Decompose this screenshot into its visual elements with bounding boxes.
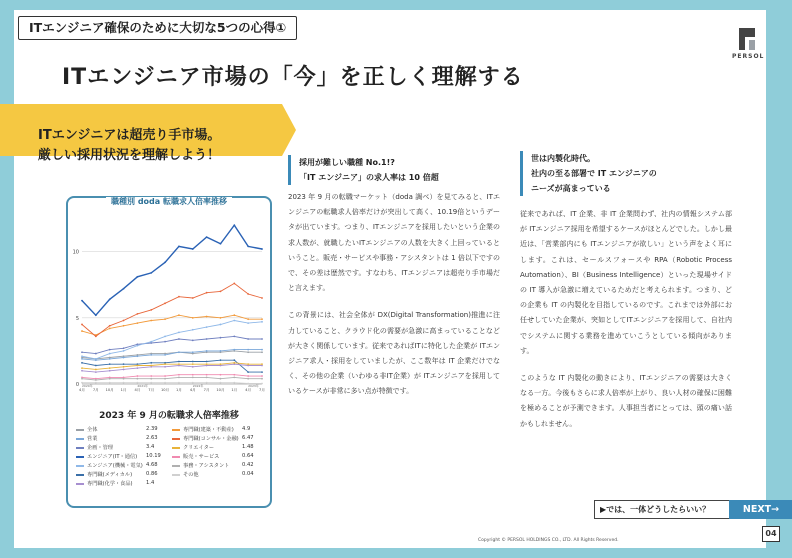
data-point	[81, 378, 83, 380]
legend-name: エンジニア(IT・通信)	[87, 454, 138, 460]
data-point	[150, 354, 152, 356]
data-point	[220, 359, 222, 361]
data-point	[206, 326, 208, 328]
persol-logo-mark	[739, 28, 755, 50]
x-tick-label: 7月	[92, 388, 99, 392]
data-point	[164, 335, 166, 337]
data-point	[220, 290, 222, 292]
legend-value: 4.9	[242, 426, 251, 432]
page-number: 04	[762, 526, 780, 542]
x-tick-label: 1月	[231, 388, 238, 392]
data-point	[164, 375, 166, 377]
legend-name: クリエイター	[183, 445, 215, 451]
legend-swatch	[172, 474, 180, 476]
data-point	[206, 361, 208, 363]
x-tick-label: 7月	[259, 388, 265, 392]
data-point	[178, 351, 180, 353]
section1-heading-line2: 「IT エンジニア」の求人率は 10 倍超	[299, 173, 439, 182]
section2-paragraph-1: 従来であれば、IT 企業、非 IT 企業問わず、社内の情報システム部が ITエンジニア採用を希望するケースがほとんどでした。しかし最近は、「営業部内にも ITエンジニアが欲しい」という声をよく耳にします。これは、セールスフォースや RPA（Robotic Process Automation）、BI（Business Intelligence）といった現場サイドの IT 導入が急激に増えているためだと考えられます。つまり、どの企業も IT の内製化を目指しているのです。これまでは外部にお任せしていた企業が、突如としてITエンジニアを採用して、自社内でシステムに関する業務を進めていこうとしている傾向があります。	[520, 210, 732, 355]
legend-name: 専門職(化学・食品)	[87, 481, 133, 487]
data-point	[136, 367, 138, 369]
data-point	[220, 374, 222, 376]
data-point	[164, 378, 166, 380]
data-point	[247, 322, 249, 324]
data-point	[233, 376, 235, 378]
section2-heading-line1: 世は内製化時代。	[531, 154, 595, 163]
x-tick-label: 1月	[120, 388, 127, 392]
legend-row	[172, 453, 264, 460]
data-point	[192, 317, 194, 319]
data-point	[164, 354, 166, 356]
data-point	[81, 330, 83, 332]
section2-body	[520, 207, 732, 444]
data-point	[233, 335, 235, 337]
data-point	[81, 370, 83, 372]
banner-line-2: 厳しい採用状況を理解しよう！	[38, 148, 221, 163]
legend-value: 0.04	[242, 471, 254, 477]
section-tag: ITエンジニア確保のために大切な5つの心得①	[18, 16, 297, 40]
data-point	[136, 345, 138, 347]
data-point	[109, 382, 111, 384]
x-tick-label: 10月	[105, 388, 114, 392]
data-point	[81, 351, 83, 353]
data-point	[220, 350, 222, 352]
data-point	[206, 350, 208, 352]
data-point	[261, 321, 263, 323]
data-point	[178, 382, 180, 384]
legend-name: 営業	[87, 436, 98, 442]
data-point	[136, 355, 138, 357]
legend-name: 専門職(メディカル)	[87, 472, 133, 478]
data-point	[220, 317, 222, 319]
data-point	[247, 338, 249, 340]
data-point	[123, 369, 125, 371]
data-point	[81, 362, 83, 364]
data-point	[109, 378, 111, 380]
legend-value: 10.19	[146, 453, 161, 459]
line-chart	[68, 204, 268, 404]
data-point	[261, 371, 263, 373]
legend-swatch	[76, 474, 84, 476]
data-point	[95, 335, 97, 337]
section2-heading	[520, 151, 657, 196]
data-point	[247, 383, 249, 385]
legend-swatch	[76, 465, 84, 467]
data-point	[206, 292, 208, 294]
data-point	[192, 248, 194, 250]
data-point	[95, 371, 97, 373]
legend-swatch	[172, 465, 180, 467]
legend-name: 専門職(建築・不動産)	[183, 427, 234, 433]
data-point	[109, 328, 111, 330]
year-label: 2021年	[137, 384, 149, 388]
legend-name: その他	[183, 472, 199, 478]
next-question: ▶では、一体どうしたらいい？	[594, 500, 731, 519]
data-point	[95, 314, 97, 316]
x-tick-label: 7月	[203, 388, 210, 392]
legend-value: 3.4	[146, 444, 155, 450]
data-point	[178, 374, 180, 376]
data-point	[247, 246, 249, 248]
data-point	[261, 318, 263, 320]
legend-row	[172, 471, 264, 478]
data-point	[261, 378, 263, 380]
data-point	[123, 347, 125, 349]
x-tick-label: 4月	[79, 388, 85, 392]
data-point	[247, 378, 249, 380]
data-point	[150, 382, 152, 384]
data-point	[81, 358, 83, 360]
data-point	[109, 358, 111, 360]
data-point	[123, 288, 125, 290]
data-point	[220, 363, 222, 365]
data-point	[150, 341, 152, 343]
data-point	[220, 378, 222, 380]
legend-value: 1.48	[242, 444, 254, 450]
copyright: Copyright © PERSOL HOLDINGS CO., LTD. All Rights Reserved.	[478, 538, 619, 543]
data-point	[261, 338, 263, 340]
data-point	[136, 382, 138, 384]
legend-value: 0.42	[242, 462, 254, 468]
data-point	[192, 351, 194, 353]
legend-name: 企画・管理	[87, 445, 113, 451]
data-point	[95, 358, 97, 360]
data-point	[109, 349, 111, 351]
legend-row	[76, 480, 168, 487]
legend-value: 1.4	[146, 480, 155, 486]
y-tick-label: 0	[75, 382, 79, 388]
legend-name: 事務・アシスタント	[183, 463, 230, 469]
data-point	[233, 374, 235, 376]
x-tick-label: 10月	[216, 388, 225, 392]
data-point	[247, 375, 249, 377]
data-point	[233, 283, 235, 285]
data-point	[192, 376, 194, 378]
section1-paragraph-2: この背景には、社会全体が DX(Digital Transformation)推進に注力していること、クラウド化の需要が急激に高まっていることなどが大きく関係しています。従来であればITに特化した企業が ITエンジニア求人・採用をしていましたが、ここ数年は IT 企業だけでなく、その他の企業（いわゆる非IT企業）が ITエンジニアを採用しているケースが非常に多い点が特徴です。	[288, 311, 500, 396]
legend-row	[76, 435, 168, 442]
data-point	[95, 369, 97, 371]
data-point	[95, 365, 97, 367]
legend-swatch	[172, 438, 180, 440]
data-point	[178, 314, 180, 316]
data-point	[123, 357, 125, 359]
legend-value: 2.63	[146, 435, 158, 441]
x-tick-label: 4月	[189, 388, 196, 392]
data-point	[206, 338, 208, 340]
data-point	[261, 248, 263, 250]
legend-swatch	[172, 447, 180, 449]
data-point	[178, 363, 180, 365]
data-point	[233, 224, 235, 226]
data-point	[123, 363, 125, 365]
chart-title: 職種別 doda 転職求人倍率推移	[106, 197, 232, 206]
legend-swatch	[76, 438, 84, 440]
legend-name: エンジニア(機械・電気)	[87, 463, 143, 469]
data-point	[164, 366, 166, 368]
data-point	[233, 382, 235, 384]
data-point	[95, 382, 97, 384]
legend-value: 2.39	[146, 426, 158, 432]
data-point	[95, 379, 97, 381]
data-point	[192, 363, 194, 365]
data-point	[164, 382, 166, 384]
legend-row	[76, 471, 168, 478]
legend-name: 全体	[87, 427, 98, 433]
data-point	[192, 366, 194, 368]
data-point	[109, 370, 111, 372]
section1-body	[288, 190, 500, 412]
data-point	[206, 382, 208, 384]
data-point	[261, 375, 263, 377]
data-point	[178, 332, 180, 334]
data-point	[178, 246, 180, 248]
data-point	[261, 363, 263, 365]
data-point	[136, 322, 138, 324]
data-point	[123, 366, 125, 368]
legend-row	[76, 453, 168, 460]
data-point	[136, 276, 138, 278]
series-line	[82, 315, 262, 335]
data-point	[150, 362, 152, 364]
data-point	[81, 382, 83, 384]
data-point	[136, 313, 138, 315]
data-point	[220, 382, 222, 384]
data-point	[81, 355, 83, 357]
legend-row	[76, 426, 168, 433]
data-point	[261, 297, 263, 299]
legend-row	[76, 444, 168, 451]
page-title: ITエンジニア市場の「今」を正しく理解する	[62, 65, 524, 90]
data-point	[261, 351, 263, 353]
data-point	[192, 297, 194, 299]
table-title: 2023 年 9 月の転職求人倍率推移	[99, 411, 239, 421]
data-point	[178, 376, 180, 378]
data-point	[192, 339, 194, 341]
brand-logo	[732, 28, 765, 60]
data-point	[164, 302, 166, 304]
data-point	[247, 318, 249, 320]
data-point	[95, 353, 97, 355]
legend-value: 0.86	[146, 471, 158, 477]
section1-heading-line1: 採用が難しい職種 No.1!?	[299, 158, 395, 167]
x-tick-label: 10月	[160, 388, 170, 392]
data-point	[136, 378, 138, 380]
x-tick-label: 7月	[148, 388, 155, 392]
data-point	[178, 338, 180, 340]
data-point	[233, 314, 235, 316]
data-point	[81, 367, 83, 369]
data-point	[206, 363, 208, 365]
data-point	[164, 363, 166, 365]
data-point	[247, 363, 249, 365]
data-point	[247, 349, 249, 351]
x-tick-label: 4月	[134, 388, 141, 392]
data-point	[206, 374, 208, 376]
next-button[interactable]: NEXT→	[729, 500, 792, 519]
data-point	[136, 365, 138, 367]
data-point	[247, 351, 249, 353]
data-point	[150, 378, 152, 380]
data-point	[150, 365, 152, 367]
series-line	[82, 225, 262, 315]
data-point	[123, 320, 125, 322]
data-point	[192, 329, 194, 331]
data-point	[164, 341, 166, 343]
legend-swatch	[172, 429, 180, 431]
data-point	[136, 375, 138, 377]
legend-value: 4.68	[146, 462, 158, 468]
legend-swatch	[76, 429, 84, 431]
legend-row	[172, 426, 264, 433]
data-point	[261, 383, 263, 385]
data-point	[150, 272, 152, 274]
data-point	[247, 293, 249, 295]
legend-value: 6.47	[242, 435, 254, 441]
data-point	[109, 353, 111, 355]
brand-name: PERSOL	[732, 53, 765, 60]
data-point	[123, 350, 125, 352]
chart-card	[66, 196, 272, 508]
section1-heading	[288, 155, 439, 185]
data-point	[109, 363, 111, 365]
data-point	[109, 325, 111, 327]
y-tick-label: 10	[72, 249, 79, 256]
data-point	[247, 371, 249, 373]
legend-swatch	[76, 456, 84, 458]
legend-swatch	[172, 456, 180, 458]
data-point	[220, 243, 222, 245]
data-point	[178, 361, 180, 363]
data-point	[123, 382, 125, 384]
section2-heading-line3: ニーズが高まっている	[531, 184, 611, 193]
data-point	[192, 374, 194, 376]
data-point	[206, 316, 208, 318]
data-point	[233, 320, 235, 322]
legend-value: 0.64	[242, 453, 254, 459]
x-tick-label: 1月	[175, 388, 182, 392]
year-label: 2022年	[192, 384, 204, 388]
legend-swatch	[76, 483, 84, 485]
x-tick-label: 4月	[245, 388, 252, 392]
data-point	[150, 309, 152, 311]
data-point	[81, 300, 83, 302]
data-point	[123, 378, 125, 380]
data-point	[109, 298, 111, 300]
y-tick-label: 5	[75, 315, 79, 322]
data-point	[109, 367, 111, 369]
data-point	[164, 318, 166, 320]
legend-name: 販売・サービス	[183, 454, 220, 460]
data-point	[164, 261, 166, 263]
data-point	[123, 325, 125, 327]
data-point	[233, 349, 235, 351]
data-point	[192, 361, 194, 363]
banner-line-1: ITエンジニアは超売り手市場。	[38, 128, 221, 143]
year-label: 2020年	[82, 384, 93, 388]
section2-heading-line2: 社内の至る部署で IT エンジニアの	[531, 169, 657, 178]
legend-row	[172, 462, 264, 469]
legend-swatch	[76, 447, 84, 449]
data-point	[150, 320, 152, 322]
data-point	[81, 324, 83, 326]
data-point	[206, 376, 208, 378]
section2-paragraph-2: このような IT 内製化の動きにより、ITエンジニアの需要は大きくなる一方。今後もさらに求人倍率が上がり、良い人材の確保に困難を極めることが予測できます。人事担当者にとっては、頭の痛い話かもしれません。	[520, 374, 732, 428]
data-point	[261, 349, 263, 351]
section1-paragraph-1: 2023 年 9 月の転職マーケット（doda 調べ）を見てみると、ITエンジニアの転職求人倍率だけが突出して高く、10.19倍というデータが出ています。つまり、ITエンジニアを採用したいという企業の求人数が、就職したいITエンジニアの人数を大きく上回っているということ。販売・サービスや事務・アシスタントは 1 倍以下ですので、その差は歴然です。すなわち、ITエンジニアは超売り手市場だと言えます。	[288, 193, 500, 293]
legend-row	[76, 462, 168, 469]
data-point	[233, 362, 235, 364]
data-point	[233, 359, 235, 361]
data-point	[206, 236, 208, 238]
year-label: 2023年	[248, 384, 259, 388]
data-point	[178, 296, 180, 298]
data-point	[220, 337, 222, 339]
legend-row	[172, 444, 264, 451]
data-point	[220, 324, 222, 326]
data-point	[192, 382, 194, 384]
data-point	[150, 375, 152, 377]
legend-name: 専門職(コンサル・金融)	[183, 436, 239, 442]
legend-row	[172, 435, 264, 442]
